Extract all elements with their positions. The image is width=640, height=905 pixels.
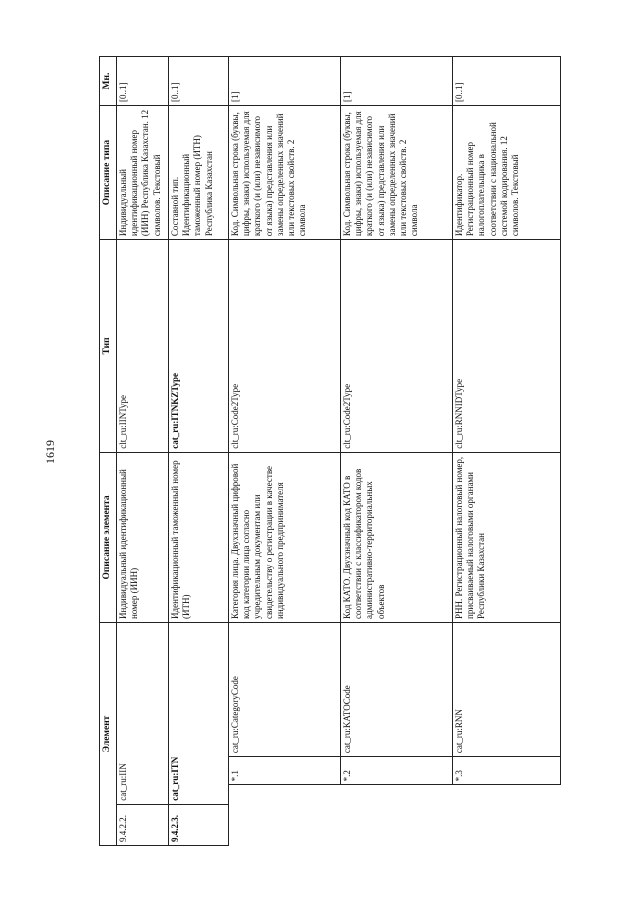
header-type: Тип (100, 240, 117, 453)
table-row (116, 57, 168, 846)
row-type: clt_ru:RNNIDType (452, 240, 560, 453)
header-multiplicity: Мн. (100, 57, 117, 106)
row-number: *.2 (340, 757, 452, 785)
row-element-description: Индивидуальный идентификационный номер (ИИН) (116, 452, 168, 622)
row-type-description: Код. Символьная строка (буквы, цифры, знаки) используемая для краткого (и (или) независимого от языка) представления или замены определенных значений или текстовых свойств. 2 символа (228, 106, 340, 240)
row-element-name: cat_ru:KATOCode (340, 622, 452, 756)
header-type-description: Описание типа (100, 106, 117, 240)
row-type: cat_ru:ITNKZType (168, 240, 228, 453)
row-multiplicity: [0..1] (116, 57, 168, 106)
row-number: 9.4.2.3. (168, 804, 228, 845)
row-type-description: Составной тип. Идентификационный таможенный номер (ИТН) Республика Казахстан (168, 106, 228, 240)
row-number: *.3 (452, 757, 560, 785)
indent-spacer (340, 785, 452, 846)
row-number: 9.4.2.2. (116, 804, 168, 845)
row-type-description: Индивидуальный идентификационный номер (ИИН) Республика Казахстан. 12 символов. Текстовый (116, 106, 168, 240)
row-type: clt_ru:IINType (116, 240, 168, 453)
table-row (340, 57, 452, 846)
row-multiplicity: [1] (228, 57, 340, 106)
row-element-description: Идентификационный таможенный номер (ИТН) (168, 452, 228, 622)
table-row (452, 57, 560, 846)
table-row (168, 57, 228, 846)
element-table-rotated (99, 56, 572, 846)
table-row (228, 57, 340, 846)
row-number: *.1 (228, 757, 340, 785)
indent-spacer (452, 785, 560, 846)
header-element-description: Описание элемента (100, 452, 117, 622)
row-type-description: Код. Символьная строка (буквы, цифры, знаки) используемая для краткого (и (или) независимого от языка) представления или замены определенных значений или текстовых свойств. 2 символа (340, 106, 452, 240)
row-element-name: cat_ru:IIN (116, 622, 168, 804)
row-multiplicity: [1] (340, 57, 452, 106)
row-element-name: cat_ru:RNN (452, 622, 560, 756)
row-element-description: РНН. Регистрационный налоговый номер, присваиваемый налоговыми органами Республики Казахстан (452, 452, 560, 622)
row-element-name: cat_ru:ITN (168, 622, 228, 804)
element-table (99, 56, 561, 846)
row-multiplicity: [0..1] (452, 57, 560, 106)
row-multiplicity: [0..1] (168, 57, 228, 106)
row-element-description: Код КАТО. Двухзначный код КАТО в соответствии с классификатором кодов административно-территориальных объектов (340, 452, 452, 622)
row-type: clt_ru:Code2Type (228, 240, 340, 453)
header-element: Элемент (100, 622, 117, 845)
indent-spacer (228, 785, 340, 846)
row-type: clt_ru:Code2Type (340, 240, 452, 453)
table-header-row (100, 57, 117, 846)
row-type-description: Идентификатор. Регистрационный номер налогоплательщика в соответствии с национальной системой кодирования. 12 символов. Текстовый (452, 106, 560, 240)
page-number: 1619 (42, 440, 57, 464)
row-element-description: Категория лица. Двухзначный цифровой код категории лица согласно учредительным документам или свидетельству о регистрации в качестве индивидуального предпринимателя (228, 452, 340, 622)
row-element-name: cat_ru:CategoryCode (228, 622, 340, 756)
